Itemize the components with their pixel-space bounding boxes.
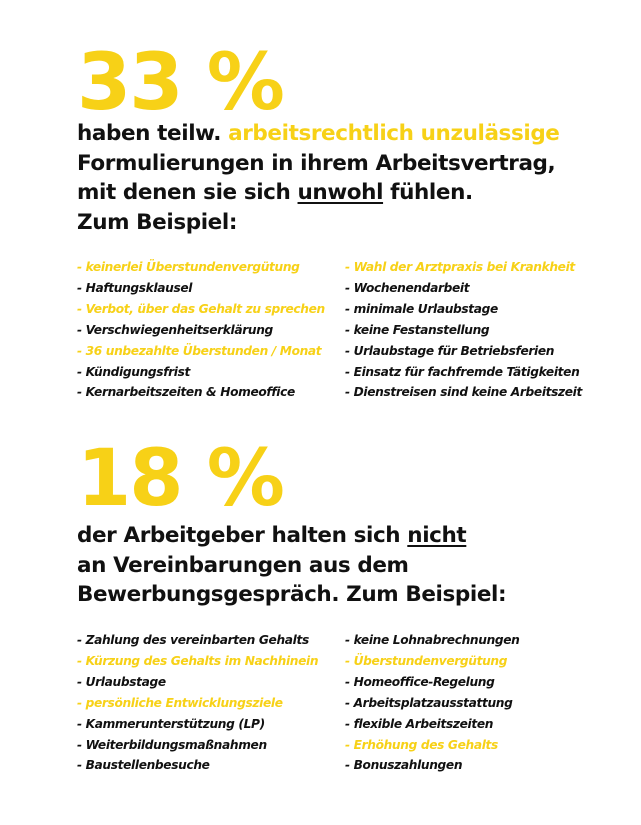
list-item: - Erhöhung des Gehalts xyxy=(345,737,498,752)
list-item: - Weiterbildungsmaßnahmen xyxy=(77,737,267,752)
list-item: - Überstundenvergütung xyxy=(345,653,508,668)
headline-line-3 xyxy=(77,178,617,208)
list-item: - keine Lohnabrechnungen xyxy=(345,633,520,647)
section1-list-right xyxy=(345,257,615,403)
section2-example-lists xyxy=(77,630,617,776)
section2-list-left xyxy=(77,630,345,776)
list-item: - Dienstreisen sind keine Arbeitszeit xyxy=(345,385,582,400)
list-item: - Kammerunterstützung (LP) xyxy=(77,716,265,731)
list-item: - flexible Arbeitszeiten xyxy=(345,716,494,731)
section2-headline-block xyxy=(77,521,617,610)
headline-line-2: an Vereinbarungen aus dem xyxy=(77,552,409,578)
headline-highlight: arbeitsrechtlich unzulässige xyxy=(228,121,560,146)
list-item: - Baustellenbesuche xyxy=(77,758,210,773)
list-item: - Kündigungsfrist xyxy=(77,364,191,379)
list-item: - keine Festanstellung xyxy=(345,322,490,337)
list-item: - Homeoffice-Regelung xyxy=(345,674,495,689)
section-contract-clauses xyxy=(77,38,617,128)
list-item: - Urlaubstage für Betriebsferien xyxy=(345,343,555,358)
list-item: - Haftungsklausel xyxy=(77,280,193,295)
headline-line-1 xyxy=(77,119,617,149)
list-item: - Urlaubstage xyxy=(77,674,166,689)
list-item: - minimale Urlaubstage xyxy=(345,301,498,316)
section-interview-agreements xyxy=(77,434,617,524)
headline-line-1 xyxy=(77,521,617,551)
list-item: - Kürzung des Gehalts im Nachhinein xyxy=(77,653,319,668)
list-item: - Kernarbeitszeiten & Homeoffice xyxy=(77,385,295,400)
list-item: - Wahl der Arztpraxis bei Krankheit xyxy=(345,260,575,274)
headline-text: der Arbeitgeber halten sich xyxy=(77,523,408,548)
headline-line-3: Bewerbungsgespräch. Zum Beispiel: xyxy=(77,582,507,607)
headline-text: mit denen sie sich xyxy=(77,180,298,205)
headline-text: fühlen. xyxy=(383,180,473,205)
list-item: - keinerlei Überstundenvergütung xyxy=(77,260,300,274)
section1-list-left xyxy=(77,257,345,403)
headline-text: haben teilw. xyxy=(77,121,229,146)
headline-underlined-word: nicht xyxy=(407,523,467,548)
section2-list-right xyxy=(345,630,615,776)
headline-line-4: Zum Beispiel: xyxy=(77,209,238,235)
stat-18-percent: 18 % xyxy=(77,434,283,524)
section2-headline xyxy=(77,521,617,610)
list-item: - Zahlung des vereinbarten Gehalts xyxy=(77,633,309,647)
list-item: - 36 unbezahlte Überstunden / Monat xyxy=(77,343,322,358)
list-item: - Verbot, über das Gehalt zu sprechen xyxy=(77,301,325,316)
list-item: - Wochenendarbeit xyxy=(345,280,470,295)
section1-headline-block xyxy=(77,119,617,237)
section1-example-lists xyxy=(77,257,617,403)
list-item: - Arbeitsplatzausstattung xyxy=(345,695,513,710)
list-item: - Einsatz für fachfremde Tätigkeiten xyxy=(345,364,580,379)
stat-33-percent: 33 % xyxy=(77,38,283,128)
headline-underlined-word: unwohl xyxy=(297,180,384,205)
list-item: - Verschwiegenheitserklärung xyxy=(77,322,273,337)
list-item: - Bonuszahlungen xyxy=(345,758,463,773)
list-item: - persönliche Entwicklungsziele xyxy=(77,695,283,710)
section1-headline xyxy=(77,119,617,237)
headline-line-2: Formulierungen in ihrem Arbeitsvertrag, xyxy=(77,150,556,176)
